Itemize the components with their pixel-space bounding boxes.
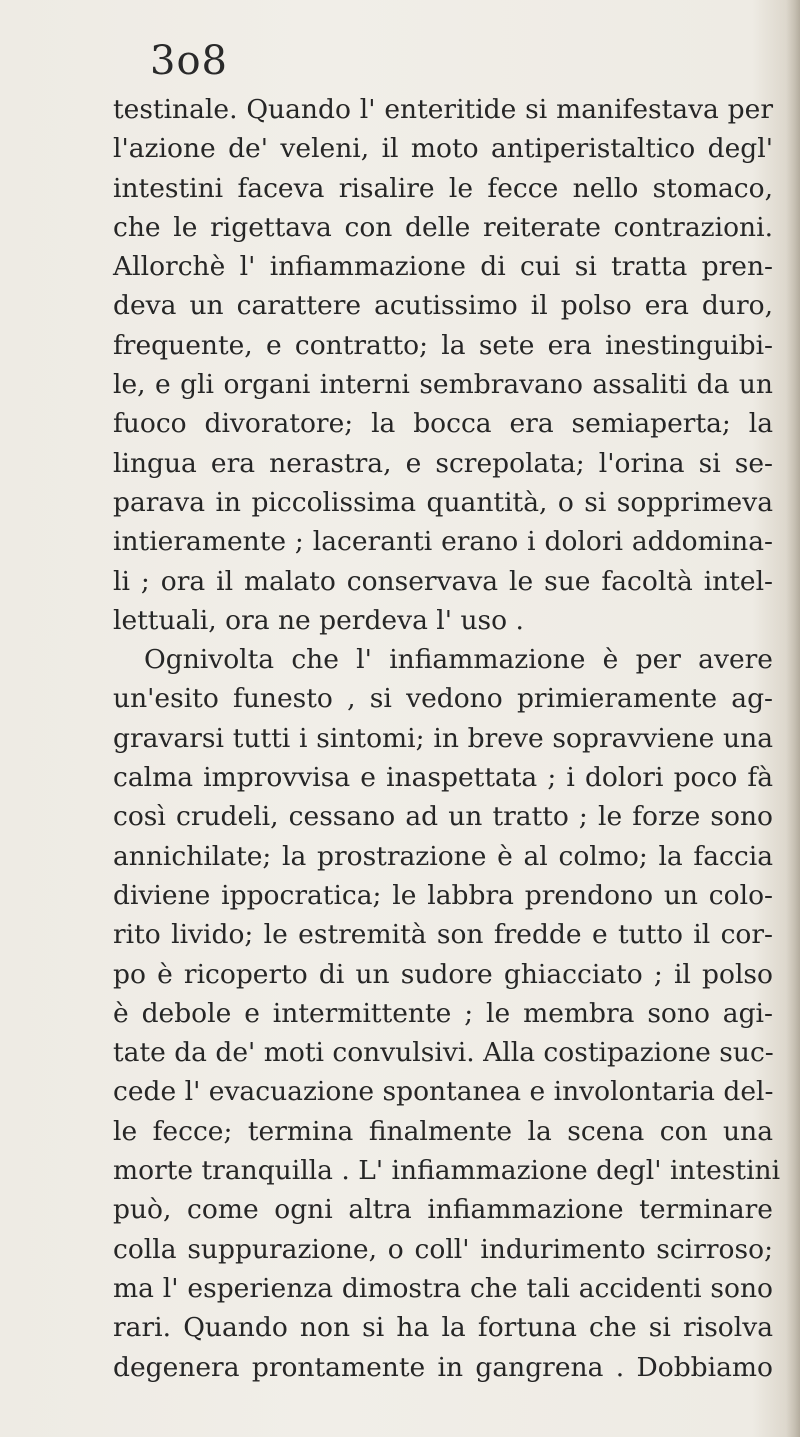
text-line: Ognivolta che l' infiammazione è per avere [144,644,773,676]
text-line: rari. Quando non si ha la fortuna che si risolva [113,1312,773,1344]
page-number: 3o8 [150,38,228,84]
text-line: ma l' esperienza dimostra che tali accidenti sono [113,1272,773,1304]
text-line: è debole e intermittente ; le membra sono agi- [113,997,773,1029]
text-line: tate da de' moti convulsivi. Alla costipazione suc- [113,1037,774,1069]
page-edge-shadow [786,0,800,1437]
text-line: morte tranquilla . L' infiammazione degl' intestini [113,1155,781,1187]
text-line: lettuali, ora ne perdeva l' uso . [113,604,524,636]
text-line: Allorchè l' infiammazione di cui si tratta pren- [113,251,773,283]
text-line: le, e gli organi interni sembravano assaliti da un [113,369,773,401]
text-line: intieramente ; laceranti erano i dolori addomina- [113,526,773,558]
text-line: così crudeli, cessano ad un tratto ; le forze sono [113,801,773,833]
text-line: può, come ogni altra infiammazione terminare [113,1194,773,1226]
text-line: diviene ippocratica; le labbra prendono un colo- [113,879,773,911]
body-text [113,90,781,1387]
text-line: degenera prontamente in gangrena . Dobbiamo [113,1351,773,1383]
text-line: frequente, e contratto; la sete era inestinguibi- [113,329,773,361]
text-line: rito livido; le estremità son fredde e tutto il cor- [113,919,773,951]
text-line: l'azione de' veleni, il moto antiperistaltico degl' [113,133,773,165]
text-line: calma improvvisa e inaspettata ; i dolori poco fà [113,762,773,794]
text-line: cede l' evacuazione spontanea e involontaria del- [113,1076,774,1108]
text-line: deva un carattere acutissimo il polso era duro, [113,290,773,322]
text-line: le fecce; termina finalmente la scena con una [113,1115,773,1147]
text-line: parava in piccolissima quantità, o si sopprimeva [113,486,773,518]
text-line: un'esito funesto , si vedono primieramente ag- [113,683,773,715]
text-line: fuoco divoratore; la bocca era semiaperta; la [113,408,773,440]
text-line: intestini faceva risalire le fecce nello stomaco, [113,172,773,204]
text-line: che le rigettava con delle reiterate contrazioni. [113,211,773,243]
text-line: annichilate; la prostrazione è al colmo; la faccia [113,840,773,872]
text-line: li ; ora il malato conservava le sue facoltà intel- [113,565,773,597]
text-line: colla suppurazione, o coll' indurimento scirroso; [113,1233,773,1265]
text-line: po è ricoperto di un sudore ghiacciato ; il polso [113,958,773,990]
text-line: lingua era nerastra, e screpolata; l'orina si se- [113,447,773,479]
text-line: gravarsi tutti i sintomi; in breve sopravviene una [113,722,773,754]
text-line: testinale. Quando l' enteritide si manifestava per [113,94,773,125]
